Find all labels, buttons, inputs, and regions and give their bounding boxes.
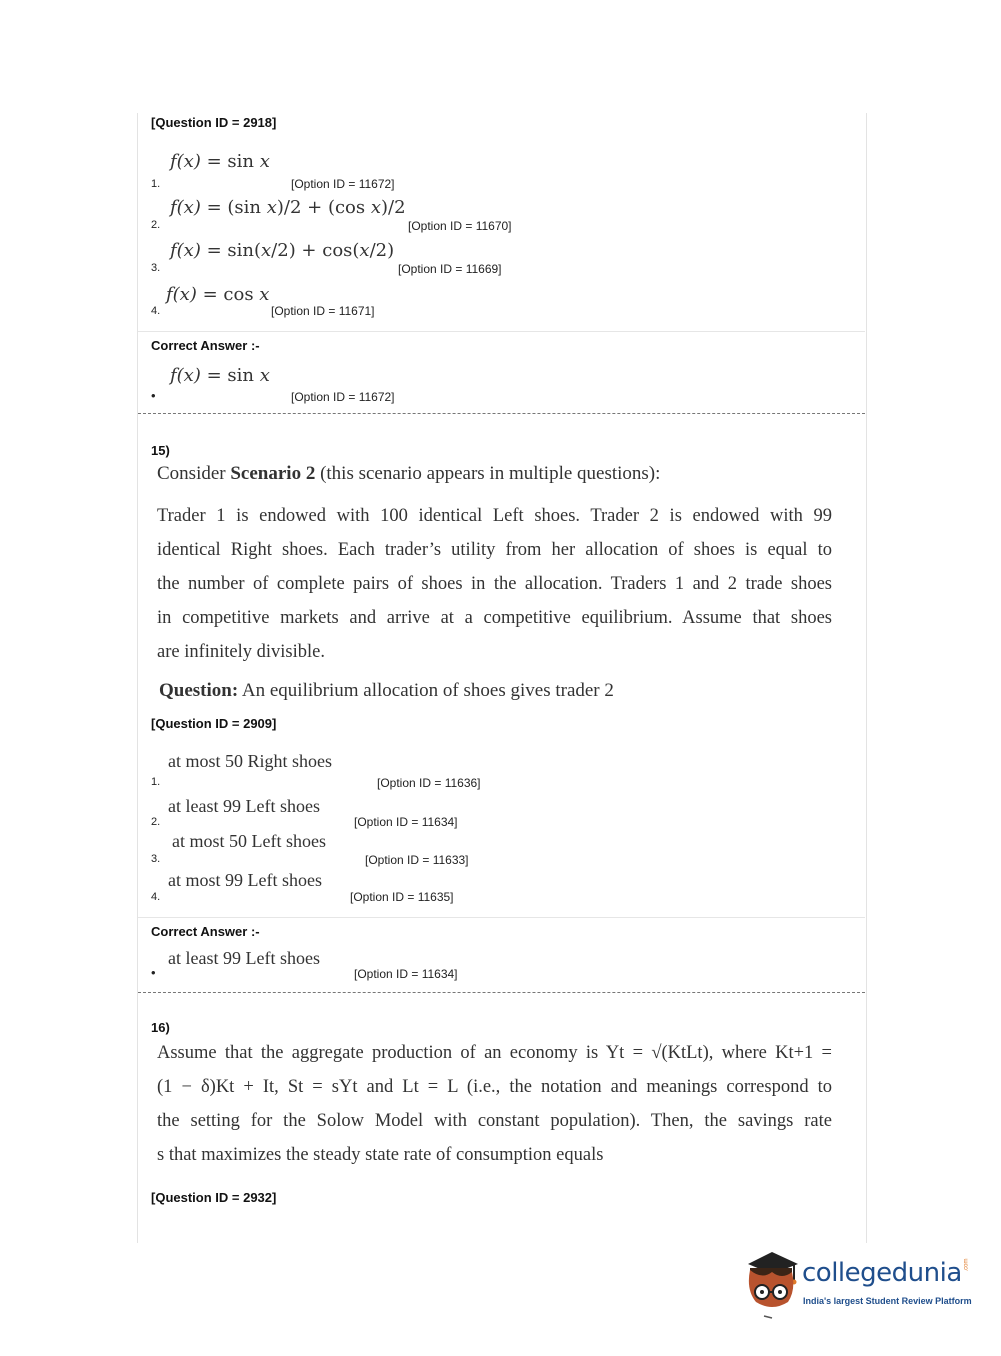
option-number: 2. [151, 219, 161, 231]
question-id: [Question ID = 2918] [151, 115, 277, 130]
option-number: 3. [151, 853, 161, 865]
option-id: [Option ID = 11669] [398, 262, 502, 276]
option-id: [Option ID = 11634] [354, 815, 458, 829]
logo-tagline: India's largest Student Review Platform [803, 1296, 972, 1306]
mascot-icon [742, 1250, 802, 1320]
option-id: [Option ID = 11633] [365, 853, 469, 867]
logo-wordmark: collegedunia [802, 1258, 962, 1288]
paragraph-line: Trader 1 is endowed with 100 identical Left shoes. Trader 2 is endowed with 99 [157, 506, 832, 526]
option-math: f(x) = (sin x)/2 + (cos x)/2 [170, 197, 406, 218]
bullet: • [151, 965, 156, 980]
question-divider [138, 413, 865, 414]
question-text [159, 680, 614, 702]
question-number: 16) [151, 1020, 170, 1035]
option-text: at most 50 Right shoes [168, 751, 333, 771]
question-id: [Question ID = 2909] [151, 716, 277, 731]
option-math: f(x) = sin(x/2) + cos(x/2) [170, 240, 395, 261]
question-divider [138, 992, 865, 993]
paragraph-line: the setting for the Solow Model with constant population). Then, the savings rate [157, 1111, 832, 1131]
correct-option-id: [Option ID = 11672] [291, 390, 395, 404]
paragraph-line: identical Right shoes. Each trader’s utility from her allocation of shoes is equal to [157, 540, 832, 560]
question-label: Question: [159, 680, 239, 701]
option-number: 4. [151, 305, 161, 317]
option-number: 4. [151, 891, 161, 903]
paragraph-line: are infinitely divisible. [157, 642, 325, 662]
paragraph-line: Assume that the aggregate production of an economy is Yt = √(KtLt), where Kt+1 = [157, 1043, 832, 1063]
scenario-paragraph [157, 499, 832, 669]
correct-answer-label: Correct Answer :- [151, 924, 260, 939]
scenario-line: Consider Scenario 2 (this scenario appears in multiple questions): [157, 463, 661, 484]
question-id: [Question ID = 2932] [151, 1190, 277, 1205]
collegedunia-logo[interactable] [742, 1250, 972, 1320]
correct-answer-math: f(x) = sin x [170, 365, 270, 386]
option-id: [Option ID = 11635] [350, 890, 454, 904]
paragraph-line: in competitive markets and arrive at a competitive equilibrium. Assume that shoes [157, 608, 832, 628]
option-id: [Option ID = 11636] [377, 776, 481, 790]
option-id: [Option ID = 11671] [271, 304, 375, 318]
correct-answer-label: Correct Answer :- [151, 338, 260, 353]
correct-answer-text: at least 99 Left shoes [168, 948, 320, 968]
option-number: 3. [151, 262, 161, 274]
question-number: 15) [151, 443, 170, 458]
logo-suffix: .com [963, 1258, 970, 1272]
paragraph-line: s that maximizes the steady state rate of consumption equals [157, 1145, 604, 1165]
option-number: 2. [151, 816, 161, 828]
option-id: [Option ID = 11670] [408, 219, 512, 233]
option-text: at most 99 Left shoes [168, 870, 322, 890]
option-text: at least 99 Left shoes [168, 796, 320, 816]
option-text: at most 50 Left shoes [172, 831, 326, 851]
divider [138, 917, 865, 918]
option-id: [Option ID = 11672] [291, 177, 395, 191]
option-number: 1. [151, 776, 161, 788]
option-number: 1. [151, 178, 161, 190]
paragraph-line: (1 − δ)Kt + It, St = sYt and Lt = L (i.e., the notation and meanings correspond to [157, 1077, 832, 1097]
question-paragraph [157, 1036, 832, 1172]
correct-option-id: [Option ID = 11634] [354, 967, 458, 981]
option-math: f(x) = sin x [170, 151, 270, 172]
paragraph-line: the number of complete pairs of shoes in the allocation. Traders 1 and 2 trade shoes [157, 574, 832, 594]
option-math: f(x) = cos x [166, 284, 270, 305]
question-body: An equilibrium allocation of shoes gives trader 2 [241, 680, 614, 701]
divider [138, 331, 865, 332]
bullet: • [151, 388, 156, 403]
